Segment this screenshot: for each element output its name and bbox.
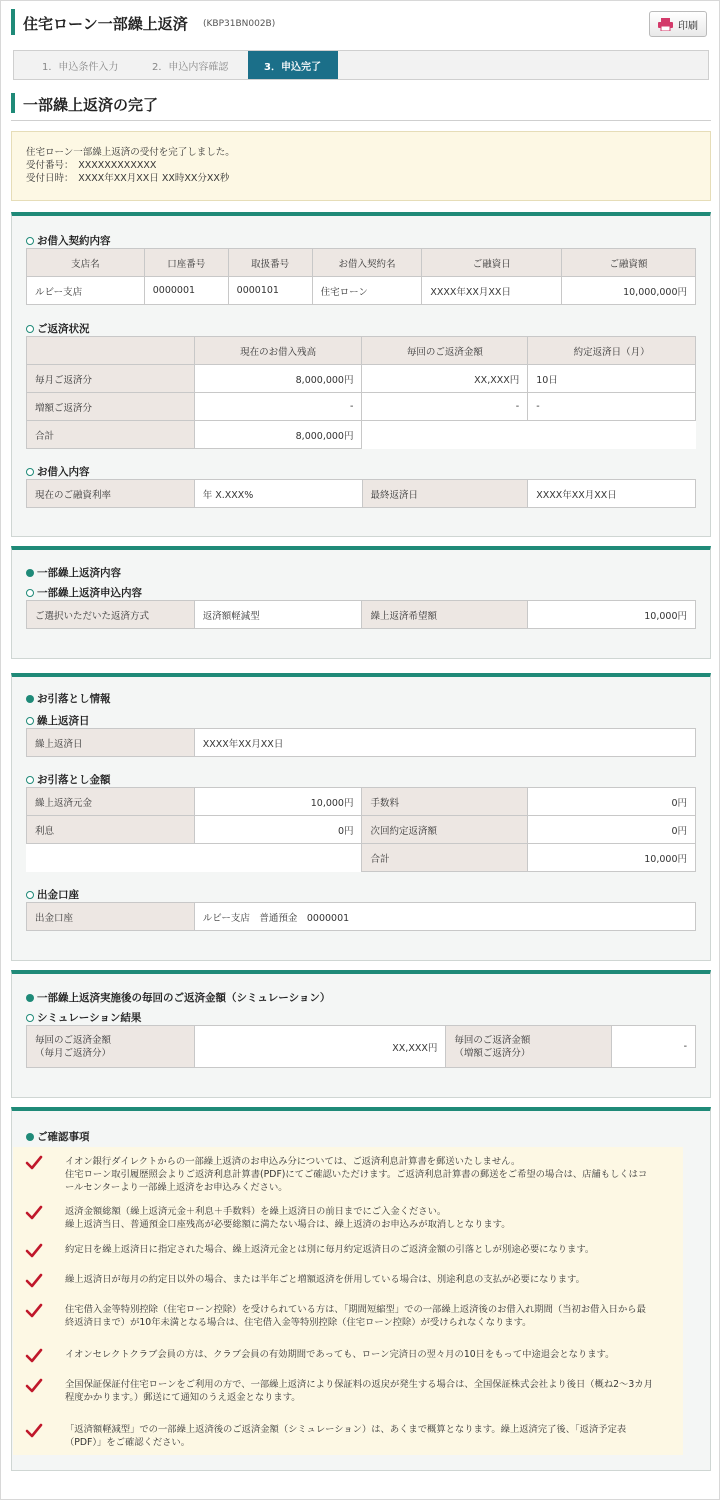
- account-label: 出金口座: [27, 903, 195, 931]
- ring-bullet-icon: [26, 589, 34, 597]
- contract-header-cell: ご融資額: [562, 249, 696, 277]
- printer-icon: [658, 18, 673, 31]
- fee-value: 0円: [528, 788, 696, 816]
- contract-cell: 10,000,000円: [562, 277, 696, 305]
- prepay-date-label: 繰上返済日: [27, 729, 195, 757]
- contract-header-cell: お借入契約名: [312, 249, 422, 277]
- repay-status-heading: ご返済状況: [26, 321, 90, 336]
- method-value: 返済額軽減型: [194, 601, 362, 629]
- confirm-item-line: 住宅借入金等特別控除（住宅ローン控除）を受けられている方は、「期間短縮型」での一部繰上返済後のお借入れ期間（当初お借入日から最: [65, 1304, 646, 1315]
- confirm-item-line: イオン銀行ダイレクトからの一部繰上返済のお申込み分については、ご返済利息計算書を郵送いたしません。: [65, 1156, 521, 1167]
- repay-header-cell: 毎回のご返済金額: [362, 337, 528, 365]
- repay-row-label: 毎月ご返済分: [27, 365, 195, 393]
- rate-label: 現在のご融資利率: [27, 480, 195, 508]
- check-icon: [25, 1155, 43, 1171]
- check-icon: [25, 1273, 43, 1289]
- confirm-item-line: ールセンターより一部繰上返済をお申込みください。: [65, 1182, 288, 1193]
- ring-bullet-icon: [26, 891, 34, 899]
- title-accent-bar: [11, 93, 15, 113]
- loan-detail-heading: お借入内容: [26, 464, 90, 479]
- repay-cell: -: [362, 393, 528, 421]
- repay-row-label: 合計: [27, 421, 195, 449]
- confirm-item-text: [65, 1348, 675, 1361]
- confirm-item-line: 約定日を繰上返済日に指定された場合、繰上返済元金とは別に毎月約定返済日のご返済金額の引落としが別途必要になります。: [65, 1244, 595, 1255]
- notice-message: 住宅ローン一部繰上返済の受付を完了しました。: [26, 147, 235, 158]
- interest-label: 利息: [27, 816, 195, 844]
- next-repay-value: 0円: [528, 816, 696, 844]
- prepay-table: [26, 600, 696, 629]
- repay-header-cell: 現在のお借入残高: [194, 337, 362, 365]
- confirm-item-line: 全国保証保証付住宅ローンをご利用の方で、一部繰上返済により保証料の返戻が発生する場合は、全国保証株式会社より後日（概ね2～3カ月: [65, 1379, 653, 1390]
- prepay-heading: 一部繰上返済内容: [26, 565, 121, 580]
- debit-total-label: 合計: [362, 844, 528, 872]
- repay-cell: 8,000,000円: [194, 365, 362, 393]
- confirm-item-line: イオンセレクトクラブ会員の方は、クラブ会員の有効期間であっても、ローン完済日の翌々月の10日をもって中途退会となります。: [65, 1349, 615, 1360]
- prepay-panel: [11, 546, 711, 659]
- debit-total-value: 10,000円: [528, 844, 696, 872]
- ring-bullet-icon: [26, 237, 34, 245]
- check-icon: [25, 1348, 43, 1364]
- contract-header-cell: 口座番号: [144, 249, 228, 277]
- contract-cell: XXXX年XX月XX日: [422, 277, 562, 305]
- contract-table: [26, 248, 696, 305]
- check-icon: [25, 1243, 43, 1259]
- check-icon: [25, 1378, 43, 1394]
- confirm-item-text: [65, 1423, 675, 1449]
- interest-value: 0円: [194, 816, 362, 844]
- header-accent-bar: [11, 9, 15, 35]
- principal-value: 10,000円: [194, 788, 362, 816]
- repay-status-table: [26, 336, 696, 449]
- debit-amount-subheading: お引落とし金額: [26, 772, 111, 787]
- contract-heading: お借入契約内容: [26, 233, 111, 248]
- screen-code: (KBP31BN002B): [203, 19, 276, 29]
- amount-value: 10,000円: [528, 601, 696, 629]
- fee-label: 手数料: [362, 788, 528, 816]
- check-icon: [25, 1205, 43, 1221]
- next-repay-label: 次回約定返済額: [362, 816, 528, 844]
- simulation-subheading: シミュレーション結果: [26, 1010, 141, 1025]
- print-button-label: 印刷: [678, 20, 698, 32]
- repay-cell: 8,000,000円: [194, 421, 362, 449]
- repay-row-label: 増額ご返済分: [27, 393, 195, 421]
- page-title-text: 一部繰上返済の完了: [23, 96, 159, 114]
- amount-label: 繰上返済希望額: [362, 601, 528, 629]
- page-header-title: 住宅ローン一部繰上返済: [23, 15, 188, 33]
- notice-receipt-datetime: 受付日時： XXXX年XX月XX日 XX時XX分XX秒: [26, 173, 230, 184]
- ring-bullet-icon: [26, 325, 34, 333]
- repay-header-cell: [27, 337, 195, 365]
- confirm-item-text: [65, 1303, 675, 1329]
- dot-bullet-icon: [26, 1133, 34, 1141]
- ring-bullet-icon: [26, 717, 34, 725]
- notice-receipt-number: 受付番号： XXXXXXXXXXXX: [26, 160, 157, 171]
- simulation-panel: [11, 970, 711, 1098]
- print-button[interactable]: [649, 11, 707, 37]
- contract-cell: ルビー支店: [27, 277, 145, 305]
- debit-date-subheading: 繰上返済日: [26, 713, 90, 728]
- debit-amount-table: [26, 787, 696, 872]
- dot-bullet-icon: [26, 994, 34, 1002]
- ring-bullet-icon: [26, 776, 34, 784]
- debit-heading: お引落とし情報: [26, 691, 111, 706]
- ring-bullet-icon: [26, 468, 34, 476]
- confirm-list: [13, 1147, 683, 1455]
- confirm-item-line: 繰上返済日が毎月の約定日以外の場合、または半年ごと増額返済を併用している場合は、別途利息の支払が必要になります。: [65, 1274, 585, 1285]
- contract-header-cell: 取扱番号: [228, 249, 312, 277]
- page-header: [11, 9, 711, 39]
- sim-monthly-value: XX,XXX円: [194, 1026, 446, 1068]
- repay-cell: -: [528, 393, 696, 421]
- loan-detail-table: [26, 479, 696, 508]
- sim-bonus-label: 毎回のご返済金額 （増額ご返済分）: [446, 1026, 612, 1068]
- confirm-item-line: 返済金額総額（繰上返済元金＋利息＋手数料）を繰上返済日の前日までにご入金ください。: [65, 1206, 447, 1217]
- confirm-item-text: [65, 1378, 675, 1404]
- confirm-item-line: 住宅ローン取引履歴照会よりご返済利息計算書(PDF)にてご確認いただけます。ご返済利息計算書の郵送をご希望の場合は、店舗もしくはコ: [65, 1169, 648, 1180]
- confirm-item-text: [65, 1205, 675, 1231]
- confirm-item-line: 「返済額軽減型」での一部繰上返済後のご返済金額（シミュレーション）は、あくまで概算となります。繰上返済完了後、「返済予定表: [65, 1424, 627, 1435]
- sim-monthly-label: 毎回のご返済金額 （毎月ご返済分）: [27, 1026, 195, 1068]
- check-icon: [25, 1303, 43, 1319]
- confirm-item-text: [65, 1243, 675, 1256]
- contract-cell: 0000001: [144, 277, 228, 305]
- principal-label: 繰上返済元金: [27, 788, 195, 816]
- account-table: [26, 902, 696, 931]
- completion-notice: [11, 131, 711, 201]
- prepay-subheading: 一部繰上返済申込内容: [26, 585, 142, 600]
- debit-panel: [11, 673, 711, 961]
- confirm-item-line: （PDF）」をご確認ください。: [65, 1437, 191, 1448]
- contract-header-cell: 支店名: [27, 249, 145, 277]
- final-date-label: 最終返済日: [362, 480, 528, 508]
- check-icon: [25, 1423, 43, 1439]
- confirm-heading: ご確認事項: [26, 1129, 90, 1144]
- dot-bullet-icon: [26, 695, 34, 703]
- prepay-date-value: XXXX年XX月XX日: [194, 729, 695, 757]
- contract-cell: 0000101: [228, 277, 312, 305]
- final-date-value: XXXX年XX月XX日: [528, 480, 696, 508]
- contract-header-cell: ご融資日: [422, 249, 562, 277]
- confirm-item-line: 終返済日まで）が10年未満となる場合は、住宅借入金等特別控除（住宅ローン控除）が受けられなくなります。: [65, 1317, 532, 1328]
- confirm-item-line: 程度かかります。）郵送にて通知のうえ返金となります。: [65, 1392, 301, 1403]
- repay-cell: 10日: [528, 365, 696, 393]
- sim-bonus-value: -: [612, 1026, 696, 1068]
- contract-cell: 住宅ローン: [312, 277, 422, 305]
- title-divider: [11, 120, 711, 121]
- repay-cell: -: [194, 393, 362, 421]
- step-3-active: 3．申込完了: [248, 51, 338, 79]
- confirm-item-text: [65, 1155, 675, 1194]
- method-label: ご選択いただいた返済方式: [27, 601, 195, 629]
- confirm-item-text: [65, 1273, 675, 1286]
- step-2: 2．申込内容確認: [152, 61, 229, 73]
- step-indicator: [13, 50, 709, 80]
- simulation-heading: 一部繰上返済実施後の毎回のご返済金額（シミュレーション）: [26, 990, 330, 1005]
- ring-bullet-icon: [26, 1014, 34, 1022]
- dot-bullet-icon: [26, 569, 34, 577]
- rate-value: 年 X.XXX%: [194, 480, 362, 508]
- repay-header-cell: 約定返済日（月）: [528, 337, 696, 365]
- step-1: 1．申込条件入力: [42, 61, 119, 73]
- account-value: ルビー支店 普通預金 0000001: [194, 903, 695, 931]
- account-subheading: 出金口座: [26, 887, 79, 902]
- contract-panel: [11, 212, 711, 537]
- simulation-table: [26, 1025, 696, 1068]
- repay-cell: XX,XXX円: [362, 365, 528, 393]
- confirm-item-line: 繰上返済当日、普通預金口座残高が必要総額に満たない場合は、繰上返済のお申込みが取消しとなります。: [65, 1219, 511, 1230]
- debit-date-table: [26, 728, 696, 757]
